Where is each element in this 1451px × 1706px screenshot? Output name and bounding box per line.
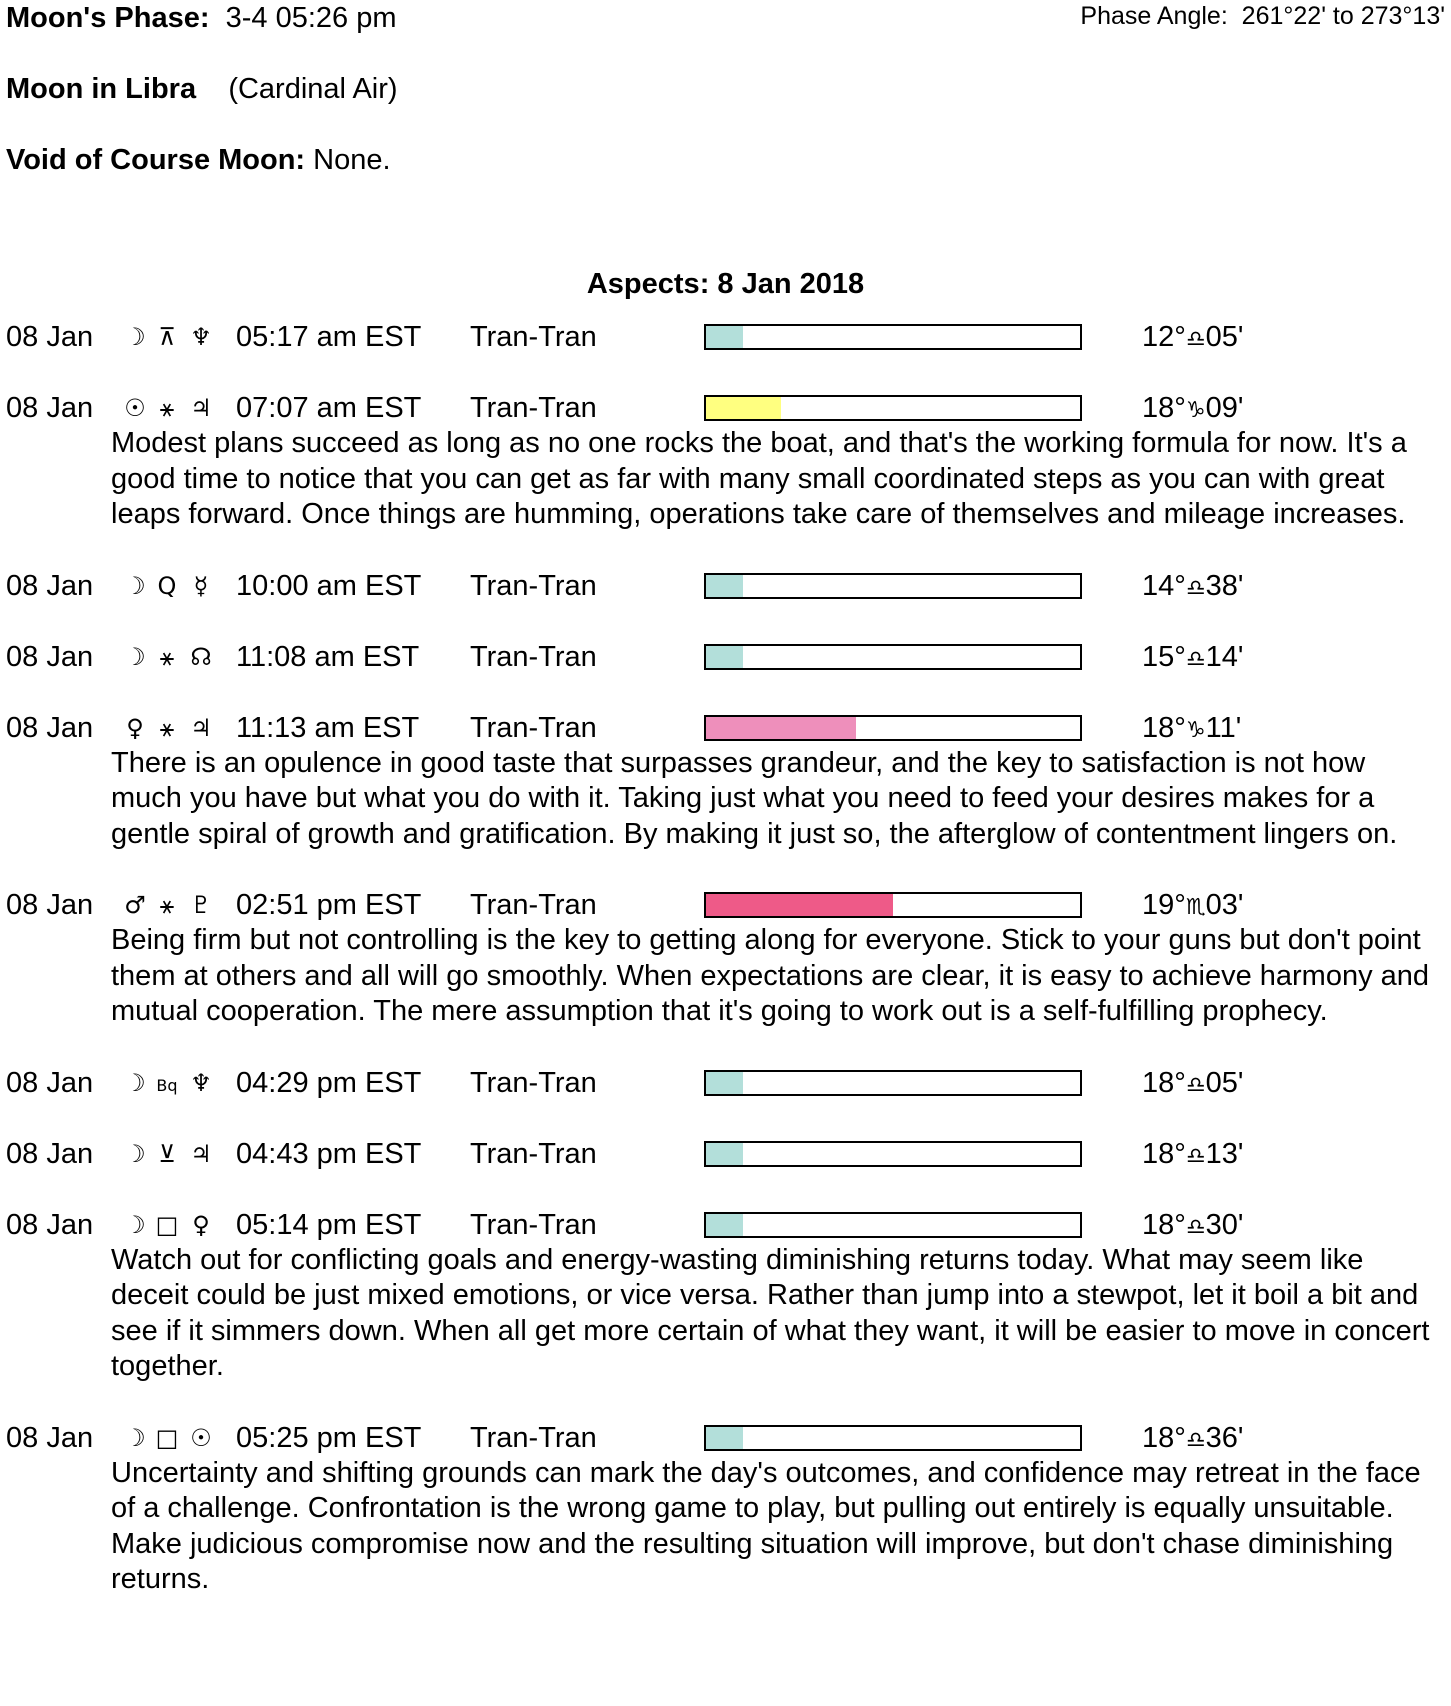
position-degree: 12° (1142, 321, 1186, 353)
position-minute: 11' (1205, 711, 1242, 744)
position-degree: 18° (1142, 1421, 1186, 1454)
aspect-description: Modest plans succeed as long as no one rocks the boat, and that's the working formula for now. It's a good time to notice that you can get as far with many small coordinated steps as you can with great leaps forward. Once things are humming, operations take care of themselves and mileage increases. (111, 427, 1407, 530)
aspect-type: Tran-Tran (470, 1137, 597, 1170)
aspect-position (1142, 639, 1243, 678)
position-minute: 05' (1205, 1066, 1244, 1099)
aspect-glyphs (120, 1207, 218, 1243)
quintile-icon: Q (157, 571, 177, 600)
moon-icon: ☽ (124, 323, 146, 351)
aspect-time: 02:51 pm EST (236, 889, 422, 921)
moon-icon: ☽ (124, 1068, 146, 1097)
aspect-date: 08 Jan (6, 392, 94, 424)
aspect-header (0, 390, 1451, 426)
north-node-icon: ☊ (190, 642, 212, 671)
moon-phase-label: Moon's Phase: (6, 2, 210, 34)
phase-angle-line (1080, 0, 1445, 32)
aspect-glyphs (120, 1136, 218, 1172)
aspect-strength-fill (706, 1143, 743, 1165)
aspect-date: 08 Jan (6, 711, 94, 744)
aspect-date: 08 Jan (6, 1208, 94, 1241)
aspect-type: Tran-Tran (470, 569, 597, 602)
jupiter-icon: ♃ (190, 1139, 212, 1168)
aspect-header (0, 639, 1451, 675)
position-minute: 38' (1205, 569, 1244, 602)
position-minute: 36' (1205, 1421, 1244, 1454)
quincunx-icon: ⊼ (158, 323, 176, 351)
aspect-glyphs (120, 319, 218, 355)
aspect-time: 05:14 pm EST (236, 1208, 422, 1241)
sextile-icon: ⚹ (159, 891, 175, 919)
aspect-row (0, 887, 1451, 1065)
aspect-description: Being firm but not controlling is the key to getting along for everyone. Stick to your guns but don't point them at others and all will go smoothly. When expectations are clear, it is easy to achieve harmony and mutual cooperation. The mere assumption that it's going to work out is a self-fulfilling prophecy. (111, 924, 1430, 1027)
aspects-title: Aspects: 8 Jan 2018 (586, 268, 865, 300)
aspect-row (0, 710, 1451, 888)
aspect-date: 08 Jan (6, 889, 94, 921)
aspect-description: Watch out for conflicting goals and energy-wasting diminishing returns today. What may seem like deceit could be just mixed emotions, or vice versa. Rather than jump into a stewpot, let it boil a bit and see if it simmers down. When all get more certain of what they want, it will be easier to move in concert together. (111, 1243, 1430, 1382)
square-icon: □ (155, 1423, 179, 1452)
aspect-strength-fill (706, 1214, 743, 1236)
aspect-glyphs (120, 1065, 218, 1104)
aspect-type: Tran-Tran (470, 392, 597, 424)
void-of-course-label: Void of Course Moon: (6, 144, 306, 176)
moon-icon: ☽ (124, 1210, 146, 1239)
moon-icon: ☽ (124, 1423, 146, 1452)
aspect-glyphs (120, 390, 218, 426)
aspect-type: Tran-Tran (470, 1066, 597, 1099)
aspect-position (1142, 887, 1243, 926)
aspect-date: 08 Jan (6, 1137, 94, 1170)
position-degree: 18° (1142, 711, 1186, 744)
aspect-strength-fill (706, 575, 743, 597)
sun-icon: ☉ (190, 1423, 212, 1452)
aspect-position (1142, 1420, 1243, 1459)
zodiac-sign-icon: ♑ (1185, 398, 1206, 423)
venus-icon: ♀ (126, 713, 144, 742)
aspect-strength-bar (704, 324, 1082, 350)
aspect-header (0, 1420, 1451, 1456)
zodiac-sign-icon: ♎ (1185, 1143, 1206, 1169)
aspect-date: 08 Jan (6, 1066, 94, 1099)
position-minute: 05' (1205, 321, 1244, 353)
mercury-icon: ☿ (193, 571, 209, 600)
aspect-list (0, 319, 1451, 1633)
aspect-date: 08 Jan (6, 640, 94, 673)
position-degree: 19° (1142, 889, 1186, 921)
zodiac-sign-icon: ♎ (1185, 575, 1206, 601)
aspect-description: Uncertainty and shifting grounds can mark the day's outcomes, and confidence may retreat in the face of a challenge. Confrontation is the wrong game to play, but pulling out entirely is equally unsuitable. Make judicious compromise now and the resulting situation will improve, but don't chase diminishing returns. (111, 1456, 1421, 1595)
aspect-strength-fill (706, 894, 893, 916)
aspect-row (0, 639, 1451, 710)
aspect-header (0, 1136, 1451, 1172)
aspect-type: Tran-Tran (470, 711, 597, 744)
aspect-strength-bar (704, 395, 1082, 421)
aspect-glyphs (120, 710, 218, 746)
moon-phase-line (6, 0, 397, 36)
neptune-icon: ♆ (190, 323, 212, 351)
jupiter-icon: ♃ (190, 713, 212, 742)
aspect-strength-fill (706, 326, 743, 348)
aspect-row (0, 390, 1451, 568)
position-minute: 13' (1205, 1137, 1244, 1170)
aspect-strength-fill (706, 1072, 743, 1094)
aspect-row (0, 568, 1451, 639)
position-minute: 14' (1205, 640, 1244, 673)
aspect-row (0, 1136, 1451, 1207)
sextile-icon: ⚹ (159, 394, 175, 422)
venus-icon: ♀ (192, 1210, 210, 1239)
position-minute: 03' (1205, 889, 1244, 921)
aspect-strength-bar (704, 1212, 1082, 1238)
void-of-course-value: None. (313, 144, 391, 176)
aspect-type: Tran-Tran (470, 1208, 597, 1241)
moon-sign-label: Moon in Libra (6, 73, 197, 105)
zodiac-sign-icon: ♏ (1185, 895, 1206, 920)
position-degree: 18° (1142, 1137, 1186, 1170)
moon-icon: ☽ (124, 571, 146, 600)
zodiac-sign-icon: ♎ (1185, 646, 1206, 672)
void-of-course-line (6, 142, 391, 178)
aspect-time: 07:07 am EST (236, 392, 422, 424)
zodiac-sign-icon: ♎ (1185, 1214, 1206, 1240)
sextile-icon: ⚹ (159, 713, 175, 742)
moon-sign-quality: (Cardinal Air) (228, 73, 398, 105)
moon-sign-line (6, 71, 398, 107)
aspect-strength-bar (704, 715, 1082, 741)
pluto-icon: ♇ (190, 891, 212, 919)
aspect-time: 10:00 am EST (236, 569, 422, 602)
aspect-strength-bar (704, 1425, 1082, 1451)
square-icon: □ (155, 1210, 179, 1239)
aspect-time: 04:29 pm EST (236, 1066, 422, 1099)
sextile-icon: ⚹ (159, 642, 175, 671)
aspect-row (0, 1065, 1451, 1136)
position-degree: 18° (1142, 1208, 1186, 1241)
aspect-position (1142, 1207, 1243, 1246)
aspect-description: There is an opulence in good taste that surpasses grandeur, and the key to satisfaction is not how much you have but what you do with it. Taking just what you need to feed your desires makes for a gentle spiral of growth and gratification. By making it just so, the afterglow of contentment lingers on. (111, 746, 1398, 850)
aspect-glyphs (120, 887, 218, 923)
moon-phase-value: 3-4 05:26 pm (225, 2, 397, 34)
aspect-strength-fill (706, 717, 856, 739)
aspect-glyphs (120, 639, 218, 675)
aspect-time: 05:17 am EST (236, 321, 422, 353)
aspect-strength-fill (706, 646, 743, 668)
aspect-header (0, 1207, 1451, 1243)
zodiac-sign-icon: ♎ (1185, 327, 1206, 352)
position-degree: 14° (1142, 569, 1186, 602)
aspect-header (0, 887, 1451, 923)
zodiac-sign-icon: ♎ (1185, 1072, 1206, 1098)
moon-icon: ☽ (124, 642, 146, 671)
aspect-strength-bar (704, 573, 1082, 599)
aspect-header (0, 1065, 1451, 1101)
aspect-position (1142, 1136, 1243, 1175)
aspect-time: 11:13 am EST (236, 711, 420, 744)
aspect-glyphs (120, 568, 218, 604)
aspect-strength-fill (706, 397, 781, 419)
aspect-glyphs (120, 1420, 218, 1456)
aspect-position (1142, 319, 1243, 358)
phase-angle-label: Phase Angle: (1080, 2, 1228, 30)
aspect-position (1142, 1065, 1243, 1104)
position-degree: 18° (1142, 1066, 1186, 1099)
aspect-position (1142, 390, 1243, 429)
aspect-date: 08 Jan (6, 1421, 94, 1454)
zodiac-sign-icon: ♑ (1185, 717, 1206, 743)
aspect-type: Tran-Tran (470, 889, 597, 921)
aspect-strength-bar (704, 892, 1082, 918)
position-degree: 18° (1142, 392, 1186, 424)
aspect-time: 05:25 pm EST (236, 1421, 422, 1454)
aspect-date: 08 Jan (6, 321, 94, 353)
aspect-header (0, 319, 1451, 355)
aspect-strength-bar (704, 1070, 1082, 1096)
aspect-header (0, 710, 1451, 746)
position-minute: 09' (1205, 392, 1244, 424)
aspect-header (0, 568, 1451, 604)
aspect-type: Tran-Tran (470, 321, 597, 353)
aspect-row (0, 1207, 1451, 1420)
position-degree: 15° (1142, 640, 1186, 673)
position-minute: 30' (1205, 1208, 1244, 1241)
sun-icon: ☉ (124, 394, 146, 422)
aspect-position (1142, 568, 1243, 607)
jupiter-icon: ♃ (190, 394, 212, 422)
zodiac-sign-icon: ♎ (1185, 1427, 1206, 1453)
semisextile-icon: ⊻ (158, 1139, 176, 1168)
aspect-type: Tran-Tran (470, 1421, 597, 1454)
aspect-row (0, 319, 1451, 390)
aspect-type: Tran-Tran (470, 640, 597, 673)
moon-icon: ☽ (124, 1139, 146, 1168)
aspect-date: 08 Jan (6, 569, 94, 602)
aspect-row (0, 1420, 1451, 1633)
aspect-strength-bar (704, 644, 1082, 670)
aspect-strength-bar (704, 1141, 1082, 1167)
mars-icon: ♂ (124, 891, 146, 919)
biquintile-icon: Bq (156, 1075, 178, 1095)
phase-angle-value: 261°22' to 273°13' (1241, 2, 1445, 30)
aspect-time: 11:08 am EST (236, 640, 420, 673)
neptune-icon: ♆ (190, 1068, 212, 1097)
aspect-strength-fill (706, 1427, 743, 1449)
aspect-position (1142, 710, 1241, 749)
aspect-time: 04:43 pm EST (236, 1137, 422, 1170)
